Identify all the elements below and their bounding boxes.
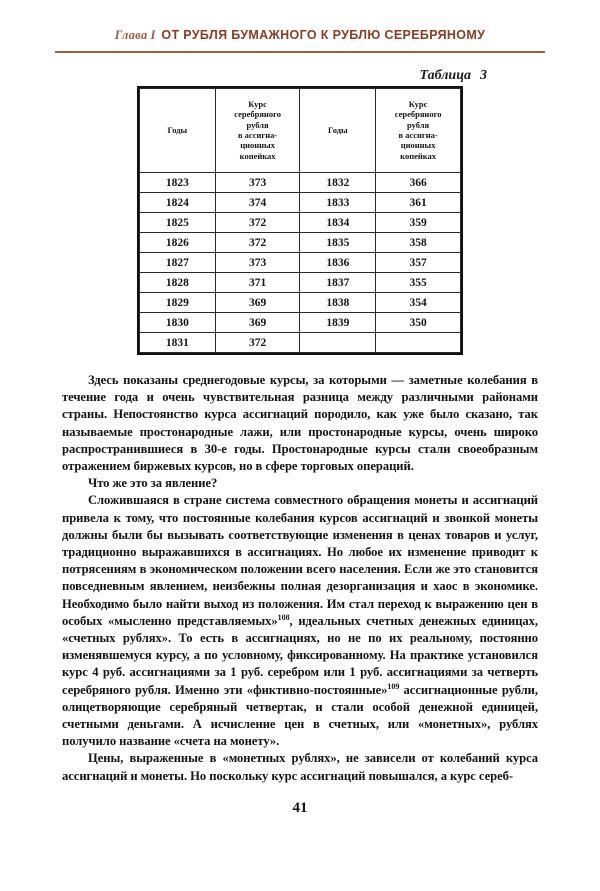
header-rate-left [215,89,300,173]
paragraph-3 [62,492,538,750]
cell-year-right: 1837 [300,273,376,293]
cell-year-right: 1835 [300,233,376,253]
cell-rate-right [376,333,461,353]
cell-year-left: 1826 [140,233,216,253]
cell-year-left: 1824 [140,193,216,213]
cell-rate-right: 359 [376,213,461,233]
rates-table-head [140,89,461,173]
header-rate-left-line-1: Курс [248,98,267,109]
header-years-right: Годы [300,89,376,173]
cell-year-left: 1827 [140,253,216,273]
header-rate-right-line-5: ционных [400,140,436,151]
cell-rate-left: 369 [215,293,300,313]
cell-year-right: 1833 [300,193,376,213]
cell-rate-left: 372 [215,213,300,233]
running-head-rule [55,51,545,53]
header-rate-left-line-3: рубля [246,119,269,130]
cell-rate-left: 373 [215,173,300,193]
rates-table-container [139,88,461,353]
table-row [140,333,461,353]
header-rate-right-line-2: серебряного [394,109,442,120]
cell-year-right: 1838 [300,293,376,313]
running-head-line [55,28,545,43]
running-head-chapter-number: I [150,28,156,42]
cell-rate-right: 354 [376,293,461,313]
paragraph-1: Здесь показаны среднегодовые курсы, за которыми — заметные колебания в течение года и очень чувствительная разница между различными районами страны. Непостоянство курса ассигнаций породило, как уже было сказано, так называемые простонародные лажи, или простонародные курсы, очень широко распространившиеся в 30-е годы. Простонародные курсы стали своеобразным отражением биржевых курсов, но в сфере торговых операций. [62,373,538,474]
cell-rate-right: 355 [376,273,461,293]
header-rate-left-line-5: ционных [240,140,275,151]
header-rate-right-line-1: Курс [408,98,428,109]
cell-rate-right: 357 [376,253,461,273]
header-rate-left-line-4: в ассигна- [237,130,278,140]
cell-rate-left: 372 [215,233,300,253]
cell-year-right: 1839 [300,313,376,333]
table-row [140,213,461,233]
table-caption [420,68,487,84]
cell-year-right [300,333,376,353]
header-years-left: Годы [140,89,216,173]
cell-year-left: 1823 [140,173,216,193]
header-rate-right [376,89,461,173]
table-row [140,293,461,313]
rates-table-body [140,173,461,353]
paragraph-4: Цены, выраженные в «монетных рублях», не зависели от колебаний курса ассигнаций и монеты. Но поскольку курс ассигнаций повышался, а курс сереб- [62,751,538,783]
cell-year-left: 1828 [140,273,216,293]
cell-rate-right: 366 [376,173,461,193]
table-caption-number: 3 [480,68,487,83]
table-row [140,273,461,293]
table-header-row [140,89,461,173]
cell-year-right: 1832 [300,173,376,193]
cell-rate-left: 371 [215,273,300,293]
cell-rate-right: 358 [376,233,461,253]
table-row [140,233,461,253]
body-text-column [62,372,538,785]
running-head-chapter-word: Глава [114,28,148,42]
footnote-marker-108: 108 [277,612,290,622]
cell-year-right: 1836 [300,253,376,273]
rates-table [139,88,461,353]
cell-rate-right: 350 [376,313,461,333]
header-rate-left-line-2: серебряного [234,109,281,120]
table-caption-word: Таблица [419,68,471,83]
cell-year-left: 1831 [140,333,216,353]
cell-year-right: 1834 [300,213,376,233]
cell-rate-left: 372 [215,333,300,353]
paragraph-3-part-2: , идеальных счетных денежных единицах, «счетных рублях». То есть в ассигнациях, но не по их реальному, постоянно изменявшемуся курсу, а по условному, фиксированному. На практике установился курс 4 руб. ассигнациями за 1 руб. серебром или 1 руб. ассигнациями за четверть серебряного рубля. Именно эти «фиктивно-постоянные» [62,613,538,697]
cell-rate-left: 374 [215,193,300,213]
cell-rate-left: 369 [215,313,300,333]
paragraph-3-part-3: ассигнационные рубли, олицетворяющие серебряный четвертак, и стали особой денежной единицей, счетными деньгами. А исчисление цен в счетных, или «монетных», рублях получило название «счета на монету». [62,682,538,749]
page-number: 41 [292,800,308,816]
table-row [140,253,461,273]
header-rate-left-line-6: копейках [239,150,276,161]
footnote-marker-109: 109 [387,681,400,691]
paragraph-2: Что же это за явление? [88,476,218,491]
cell-rate-right: 361 [376,193,461,213]
header-rate-right-line-4: в ассигна- [398,130,438,140]
header-rate-right-line-6: копейках [400,150,437,161]
cell-year-left: 1825 [140,213,216,233]
table-row [140,313,461,333]
paragraph-3-part-1: Сложившаяся в стране система совместного обращения монеты и ассигнаций привела к тому, что постоянные колебания курсов ассигнаций и звонкой монеты должны были бы вызывать соответствующие изменения в ценах товаров и услуг, традиционно выражавшихся в ассигнациях. Но любое их изменение приводит к потрясениям в экономическом положении всего населения. Если же это становится повседневным явлением, неизбежны полная дезорганизация и хаос в экономике. Необходимо было найти выход из положения. Им стал переход к выражению цен в особых «мысленно представляемых» [62,493,538,628]
table-row [140,193,461,213]
header-rate-right-line-3: рубля [407,119,430,130]
running-head-title: ОТ РУБЛЯ БУМАЖНОГО К РУБЛЮ СЕРЕБРЯНОМУ [161,28,486,42]
cell-rate-left: 373 [215,253,300,273]
cell-year-left: 1830 [140,313,216,333]
running-head [55,28,545,43]
cell-year-left: 1829 [140,293,216,313]
table-row [140,173,461,193]
